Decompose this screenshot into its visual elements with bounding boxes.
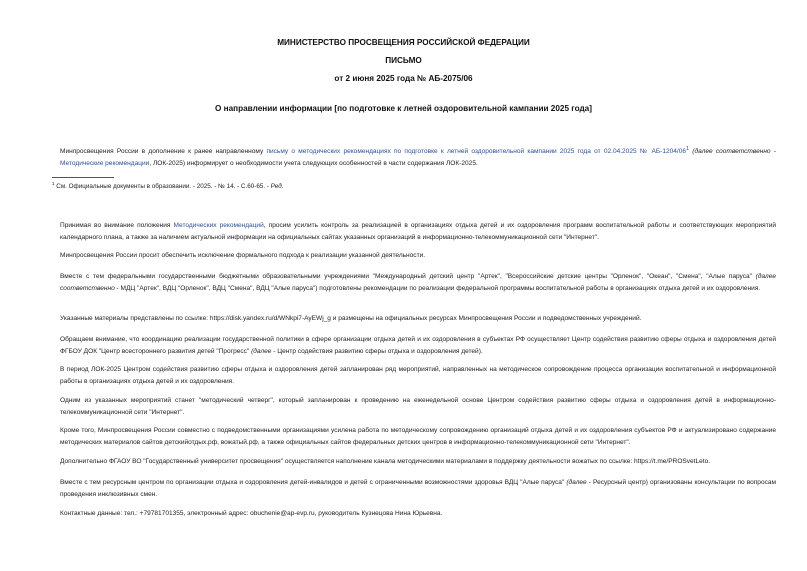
paragraph-9: Кроме того, Минпросвещения России совместно с подведомственными организациями усилена работа по методическому сопровождению организаций отдыха детей и их оздоровления субъектов РФ и актуализировано содержание методических материалов сайтов детскийотдых.рф, вожатый.рф, а также официальных сайтов федеральных детских центров в информационно-телекоммуникационной сети "Интернет". (60, 427, 776, 446)
paragraph-2 (52, 220, 776, 244)
paragraph-5: Указанные материалы представлены по ссылке: https://disk.yandex.ru/d/WNkpi7-AyEWj_g и размещены на официальных ресурсах Минпросвещения России и подведомственных учреждений. (60, 315, 642, 322)
p4-text-c: - МДЦ "Артек", ВДЦ "Орленок", ВДЦ "Смена", ВДЦ "Алые паруса") подготовлены рекомендации по реализации федеральной программы воспитательной работы в организациях отдыха детей и их оздоровления. (114, 285, 761, 292)
document-type: ПИСЬМО (385, 56, 422, 65)
p6-text-a: Обращаем внимание, что координацию реализации государственной политики в сфере организации отдыха детей и их оздоровления в субъектах РФ осуществляет Центр содействия развитию сферы отдыха и оздоровления детей ФГБОУ ДОК "Центр всестороннего развития детей "Прогресс" (60, 336, 776, 355)
p1-text-b: (далее соответственно (689, 148, 771, 156)
footnote-ref[interactable]: 1 (686, 146, 690, 152)
footnote-text: См. Официальные документы в образовании. - 2025. - № 14. - С.60-65. - (54, 183, 271, 191)
p2-text-b: , просим усилить контроль за реализацией в организациях отдыха детей и их оздоровления программ воспитательной работы и соответствующих мероприятий календарного плана, а также за наличием актуальной информации на официальных сайтах указанных организаций в информационно-телекоммуникационной сети "Интернет". (60, 222, 777, 241)
p1-text-d: , ЛОК-2025) информирует о необходимости учета следующих особенностей в части содержания ЛОК-2025. (149, 160, 478, 168)
p6-text-c: - Центр содействия развитию сферы отдыха и оздоровления детей). (271, 348, 483, 355)
p4-text-b: (далее соответственно (60, 273, 776, 292)
ministry-title: МИНИСТЕРСТВО ПРОСВЕЩЕНИЯ РОССИЙСКОЙ ФЕДЕРАЦИИ (277, 38, 530, 47)
link-methodical-recommendations[interactable]: Методические рекомендации (60, 160, 150, 168)
p11-text-b: (далее (566, 479, 587, 486)
p11-text-c: - Ресурсный центр) организованы консультации по вопросам проведения инклюзивных смен. (60, 479, 776, 498)
link-previous-letter[interactable]: письму о методических рекомендациях по подготовке к летней оздоровительной кампании 2025 года от 02.04.2025 № АБ-1204/06 (266, 148, 687, 156)
p1-text-a: Минпросвещения России в дополнение к ранее направленному (60, 148, 267, 156)
p2-text-a: Принимая во внимание положения (60, 222, 174, 229)
document-date-number: от 2 июня 2025 года № АБ-2075/06 (334, 74, 473, 83)
paragraph-8: Одним из указанных мероприятий станет "методический четверг", который запланирован к проведению на еженедельной основе Центром содействия развитию сферы отдыха и оздоровления детей в информационно-телекоммуникационной сети "Интернет". (60, 397, 776, 416)
paragraph-4 (52, 271, 776, 295)
footnote-mark: 1 (52, 181, 55, 186)
footnote-editor-note: Ред. (270, 183, 284, 191)
paragraph-10: Дополнительно ФГАОУ ВО "Государственный университет просвещения" осуществляется наполнение канала методическими материалами в поддержку деятельности вожатых по ссылке: https://t.me/PROSvetLeto. (60, 458, 711, 465)
p1-text-c: - (770, 148, 776, 156)
paragraph-1 (52, 143, 776, 170)
p11-text-a: Вместе с тем ресурсным центром по организации отдыха и оздоровления детей-инвалидов и детей с ограниченными возможностями здоровья ВДЦ "Алые паруса" (60, 479, 567, 486)
footnote (52, 181, 283, 190)
paragraph-6 (52, 334, 776, 358)
paragraph-11 (52, 477, 776, 501)
paragraph-12-contacts: Контактные данные: тел.: +79781701355, электронный адрес: obuchenie@ap-evp.ru, руководитель Кузнецова Нина Юрьевна. (60, 510, 443, 517)
link-methodical-recommendations-2[interactable]: Методических рекомендаций (173, 222, 264, 229)
footnote-divider (52, 177, 114, 178)
document-subject: О направлении информации [по подготовке к летней оздоровительной кампании 2025 года] (215, 104, 592, 113)
p6-text-b: (далее (251, 348, 272, 355)
p4-text-a: Вместе с тем федеральными государственными бюджетными образовательными учреждениями "Международный детский центр "Артек", "Всероссийские детские центры "Орленок", "Океан", "Смена", "Алые паруса" (60, 273, 756, 280)
paragraph-3: Минпросвещения России просит обеспечить исключение формального подхода к реализации указанной деятельности. (60, 252, 426, 259)
paragraph-7: В период ЛОК-2025 Центром содействия развитию сферы отдыха и оздоровления детей запланирован ряд мероприятий, направленных на методическое сопровождение процесса организации воспитательной и информационной работы в организациях отдыха детей и их оздоровления. (60, 366, 776, 385)
